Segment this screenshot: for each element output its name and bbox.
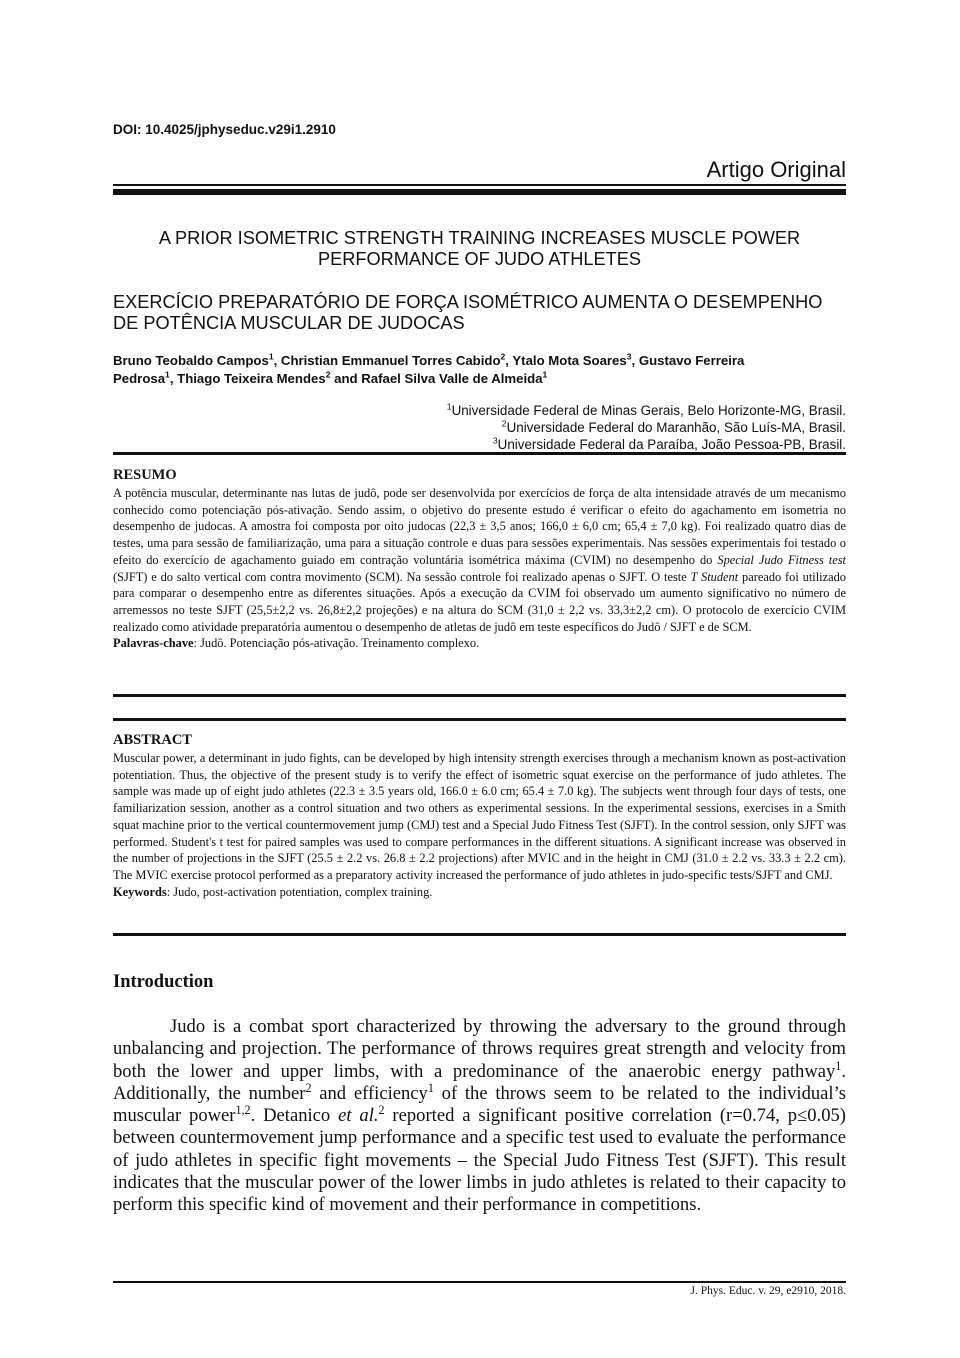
abstract-rule (113, 933, 846, 936)
author: Gustavo Ferreira Pedrosa$^1$, (113, 353, 745, 386)
resumo-keywords: Palavras-chave: Judô. Potenciação pós-ativação. Treinamento complexo. (113, 636, 480, 651)
author: Bruno Teobaldo Campos$^1$, (113, 351, 281, 368)
affiliation-rule (113, 452, 846, 455)
title-line: A PRIOR ISOMETRIC STRENGTH TRAINING INCREASES MUSCLE POWER (158, 228, 801, 248)
doi: DOI: 10.4025/jphyseduc.v29i1.2910 (113, 122, 336, 137)
introduction-paragraph: Judo is a combat sport characterized by throwing the adversary to the ground through unbalancing and projection. The performance of throws requires great strength and velocity from both the lower and upper limbs, with a predominance of the anaerobic energy pathway$^1$. Additionally, the number$^2$ and efficiency$^1$ of the throws seem to be related to the individual’s muscular power$^{1,2}$. Detanico et al.$^2$ reported a significant positive correlation (r=0.74, p≤0.05) between countermovement jump performance and a specific test used to evaluate the performance of judo athletes in specific fight movements – the Special Judo Fitness Test (SJFT). This result indicates that the muscular power of the lower limbs in judo athletes is related to their capacity to perform this specific kind of movement and their performance in competitions. (113, 1016, 846, 1216)
resumo-heading: RESUMO (113, 467, 177, 483)
affiliation: $^3$Universidade Federal da Paraíba, João Pessoa-PB, Brasil. (492, 435, 846, 452)
abstract-text: Muscular power, a determinant in judo fights, can be developed by high intensity strength exercises through a mechanism known as post-activation potentiation. Thus, the objective of the present study is to verify the effect of isometric squat exercise on the performance of judo athletes. The sample was made up of eight judo athletes (22.3 ± 3.5 years old, 166.0 ± 6.0 cm; 65.4 ± 7.0 kg). The subjects went through four days of tests, one familiarization session, another as a control situation and two others as experimental sessions. In the experimental sessions, exercises in a Smith squat machine prior to the vertical countermovement jump (CMJ) test and a Special Judo Fitness Test (SJFT). In the control session, only SJFT was performed. Student's t test for paired samples was used to compare performances in the different situations. A significant increase was observed in the number of projections in the SJFT (25.5 ± 2.2 vs. 26.8 ± 2.2 projections) after MVIC and in the height in CMJ (31.0 ± 2.2 vs. 33.3 ± 2.2 cm). The MVIC exercise protocol performed as a preparatory activity increased the performance of judo athletes in judo-specific tests/SJFT and CMJ. (113, 751, 846, 882)
header-rule-thin (113, 184, 846, 186)
resumo-text: A potência muscular, determinante nas lutas de judô, pode ser desenvolvida por exercícios de força de alta intensidade através de um mecanismo conhecido como potenciação pós-ativação. Sendo assim, o objetivo do presente estudo é verificar o efeito do agachamento em isometria no desempenho de judocas. A amostra foi composta por oito judocas (22,3 ± 3,5 anos; 166,0 ± 6,0 cm; 65,4 ± 7,0 kg). Foi realizado quatro dias de testes, uma para sessão de familiarização, uma para a situação controle e duas para sessões experimentais. Nas sessões experimentais foi testado o efeito do exercício de agachamento guiado em contração voluntária isométrica máxima (CVIM) no desempenho do Special Judo Fitness test (SJFT) e do salto vertical com contra movimento (SCM). Na sessão controle foi realizado apenas o SJFT. O teste T Student pareado foi utilizado para comparar o desempenho entre as diferentes situações. Após a execução da CVIM foi observado um aumento significativo no número de arremessos no teste SJFT (25,5±2,2 vs. 26,8±2,2 projeções) e na altura do SCM (31,0 ± 2,2 vs. 33,3±2,2 cm). O protocolo de exercício CVIM realizado como atividade preparatória aumentou o desempenho de atletas de judô em teste específicos do Judô / SJFT e de SCM. (113, 486, 846, 634)
title-line: PERFORMANCE OF JUDO ATHLETES (317, 249, 642, 269)
title-line: DE POTÊNCIA MUSCULAR DE JUDOCAS (113, 313, 465, 333)
abstract-keywords: Keywords: Judo, post-activation potentiation, complex training. (113, 884, 433, 899)
author: Rafael Silva Valle de Almeida$^1$ (361, 369, 548, 386)
title-portuguese (113, 292, 822, 334)
article-type: Artigo Original (706, 157, 846, 182)
footer-citation: J. Phys. Educ. v. 29, e2910, 2018. (690, 1285, 846, 1297)
affiliation: $^2$Universidade Federal do Maranhão, São Luís-MA, Brasil. (501, 418, 846, 435)
introduction-heading: Introduction (113, 972, 214, 992)
title-english (113, 228, 846, 270)
author: Thiago Teixeira Mendes$^2$ and (177, 369, 362, 386)
resumo-section (113, 485, 846, 652)
author-list (113, 352, 846, 388)
section-rule (113, 694, 846, 697)
title-line: EXERCÍCIO PREPARATÓRIO DE FORÇA ISOMÉTRICO AUMENTA O DESEMPENHO (113, 292, 823, 312)
abstract-section (113, 750, 846, 900)
footer-rule (113, 1281, 846, 1283)
author: Ytalo Mota Soares$^3$, (512, 351, 639, 368)
abstract-heading: ABSTRACT (113, 732, 192, 748)
affiliations (447, 402, 846, 453)
header-rule-thick (113, 189, 846, 195)
affiliation: $^1$Universidade Federal de Minas Gerais, Belo Horizonte-MG, Brasil. (446, 401, 846, 418)
author: Christian Emmanuel Torres Cabido$^2$, (280, 351, 513, 368)
section-rule (113, 718, 846, 721)
